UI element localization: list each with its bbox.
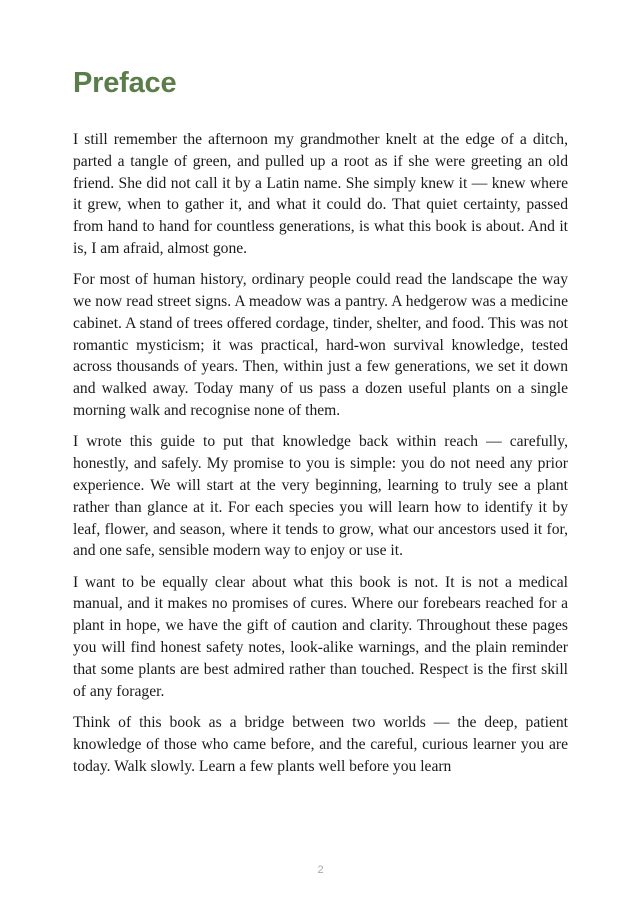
- page-number: 2: [317, 864, 324, 876]
- paragraph: For most of human history, ordinary people could read the landscape the way we now read street signs. A meadow was a pantry. A hedgerow was a medicine cabinet. A stand of trees offered cordage, tinder, shelter, and food. This was not romantic mysticism; it was practical, hard-won survival knowledge, tested across thousands of years. Then, within just a few generations, we set it down and walked away. Today many of us pass a dozen useful plants on a single morning walk and recognise none of them.: [73, 271, 568, 420]
- chapter-body: [73, 129, 568, 821]
- paragraph: I still remember the afternoon my grandmother knelt at the edge of a ditch, parted a tangle of green, and pulled up a root as if she were greeting an old friend. She did not call it by a Latin name. She simply knew it — knew where it grew, when to gather it, and what it could do. That quiet certainty, passed from hand to hand for countless generations, is what this book is about. And it is, I am afraid, almost gone.: [73, 131, 568, 257]
- chapter-title: Preface: [73, 67, 177, 99]
- paragraph: Think of this book as a bridge between two worlds — the deep, patient knowledge of those who came before, and the careful, curious learner you are today. Walk slowly. Learn a few plants well before you learn: [73, 713, 568, 775]
- paragraph: I want to be equally clear about what this book is not. It is not a medical manual, and it makes no promises of cures. Where our forebears reached for a plant in hope, we have the gift of caution and clarity. Throughout these pages you will find honest safety notes, look-alike warnings, and the plain reminder that some plants are best admired rather than touched. Respect is the first skill of any forager.: [73, 573, 568, 700]
- paragraph: I wrote this guide to put that knowledge back within reach — carefully, honestly, and safely. My promise to you is simple: you do not need any prior experience. We will start at the very beginning, learning to truly see a plant rather than glance at it. For each species you will learn how to identify it by leaf, flower, and season, where it tends to grow, what our ancestors used it for, and one safe, sensible modern way to enjoy or use it.: [73, 433, 568, 560]
